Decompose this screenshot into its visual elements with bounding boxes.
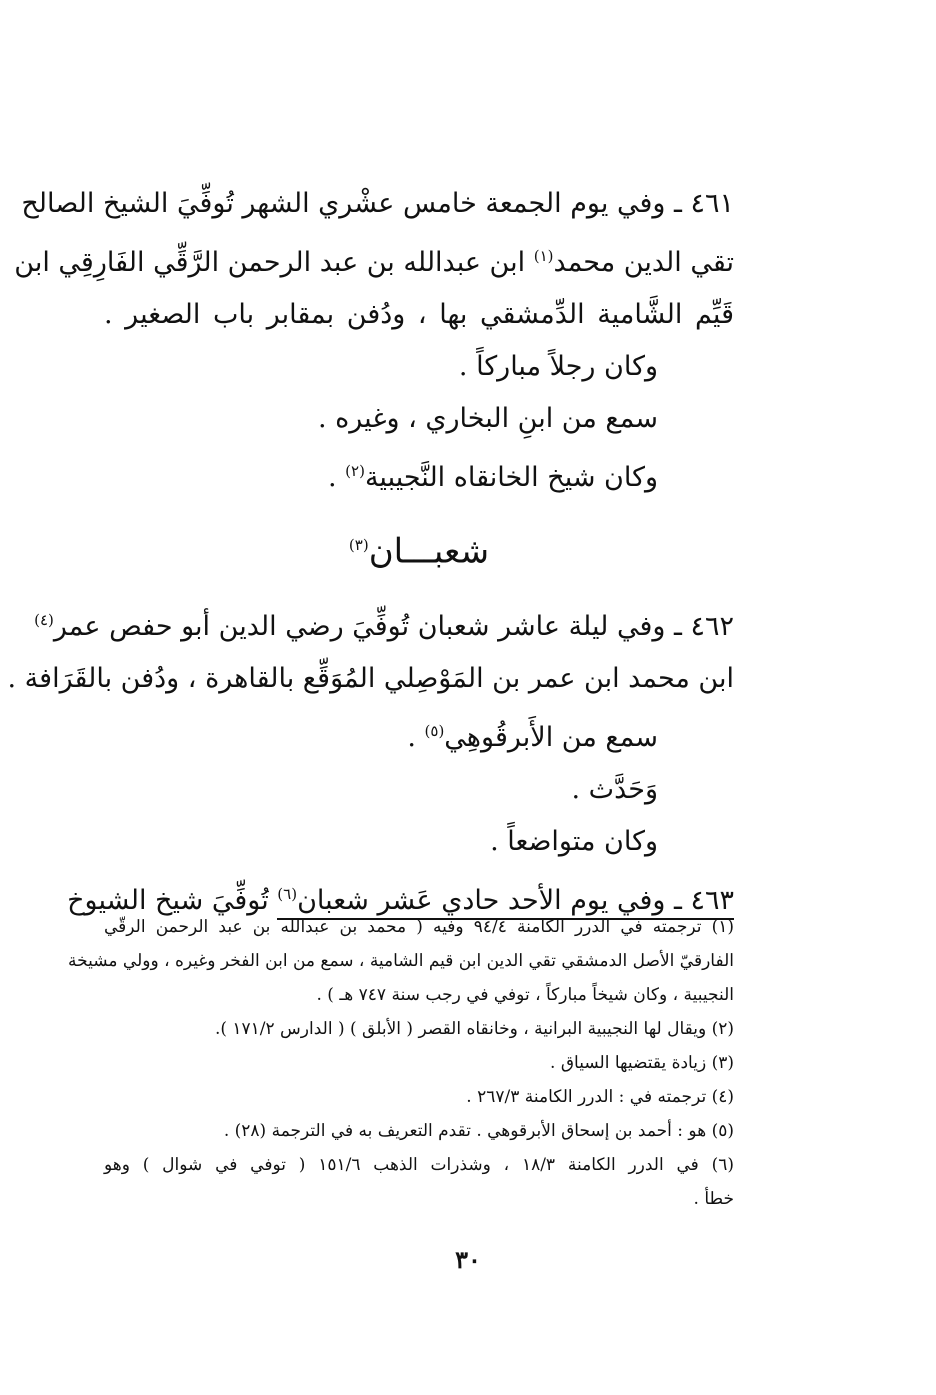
- entry-461-note-3: [104, 445, 734, 504]
- entry-461-line-2: [14, 230, 734, 289]
- footnote-2: (٢) ويقال لها النجيبية البرانية ، وخانقاه القصر ( الأبلق ) ( الدارس ١٧١/٢ ).: [214, 1019, 734, 1039]
- footnote-ref-3: (٣): [348, 536, 369, 554]
- footnote-ref-1: (١): [533, 247, 554, 265]
- footnote-ref-2: (٢): [345, 462, 365, 480]
- footnote-1-line-2: الفارقيّ الأصل الدمشقي تقي الدين ابن قيم الشامية ، سمع من ابن الفخر وغيره ، وولي مشيخة: [68, 951, 734, 971]
- footnote-ref-6: (٦): [277, 885, 298, 904]
- footnotes: [68, 910, 735, 1216]
- footnote-5: (٥) هو : أحمد بن إسحاق الأبرقوهي . تقدم التعريف به في الترجمة (٢٨) .: [223, 1121, 734, 1141]
- entry-461-note-1: وكان رجلاً مباركاً .: [458, 351, 658, 382]
- footnote-4: (٤) ترجمته في : الدرر الكامنة ٢٦٧/٣ .: [466, 1087, 734, 1107]
- entry-463-part-a: ٤٦٣ ـ وفي يوم الأحد حادي عَشر شعبان: [297, 885, 734, 917]
- footnote-6-line-2: خطأ .: [693, 1189, 734, 1209]
- footnote-ref-4: (٤): [34, 611, 54, 630]
- entry-461-note-2: سمع من ابنِ البخاري ، وغيره .: [317, 403, 658, 434]
- entry-462-note-1-end: .: [407, 722, 425, 754]
- footnote-1-line-1: (١) ترجمته في الدرر الكامنة ٩٤/٤ وفيه ( محمد بن عبدالله بن عبد الرحمن الرقّي: [104, 917, 734, 937]
- entry-462-note-3: وكان متواضعاً .: [490, 826, 658, 858]
- entry-461-line-2-part-b: ابن عبدالله بن عبد الرحمن الرَّقِّي الفَارِقِي ابن: [14, 247, 526, 278]
- entry-462-note-2: وَحَدَّث .: [571, 774, 658, 806]
- entry-462-note-1-text: سمع من الأَبرقُوهِي: [444, 722, 658, 754]
- entry-462-line-1: [34, 594, 734, 653]
- footnote-3: (٣) زيادة يقتضيها السياق .: [550, 1053, 734, 1073]
- entry-461-line-3: قَيِّم الشَّامية الدِّمشقي بها ، ودُفن بمقابر باب الصغير .: [104, 299, 734, 330]
- footnote-ref-5: (٥): [424, 722, 445, 741]
- entry-461-line-2-part-a: تقي الدين محمد: [553, 247, 734, 278]
- main-text: [7, 178, 734, 927]
- section-heading: [104, 510, 734, 586]
- page-number: ٣٠: [455, 1245, 481, 1274]
- footnote-1-line-3: النجيبية ، وكان شيخاً مباركاً ، توفي في رجب سنة ٧٤٧ هـ ) .: [316, 985, 734, 1005]
- entry-461-line-1: ٤٦١ ـ وفي يوم الجمعة خامس عشْري الشهر تُوفِّيَ الشيخ الصالح: [21, 188, 734, 219]
- footnote-6-line-1: (٦) في الدرر الكامنة ١٨/٣ ، وشذرات الذهب ١٥١/٦ ( توفي في شوال ) وهو: [104, 1155, 735, 1175]
- entry-463-part-b: تُوفِّيَ شيخ الشيوخ: [67, 885, 278, 917]
- entry-461-note-3-text: وكان شيخ الخانقاه النَّجيبية: [364, 462, 658, 493]
- entry-462-line-2: ابن محمد ابن عمر بن المَوْصِلي المُوَقِّع بالقاهرة ، ودُفن بالقَرَافة .: [7, 663, 734, 695]
- entry-462-note-1: [104, 705, 734, 764]
- section-heading-text: شعبـــان: [368, 531, 490, 572]
- entry-462-line-1-text: ٤٦٢ ـ وفي ليلة عاشر شعبان تُوفِّيَ رضي الدين أبو حفص عمر: [53, 611, 734, 643]
- entry-461-note-3-end: .: [328, 462, 346, 493]
